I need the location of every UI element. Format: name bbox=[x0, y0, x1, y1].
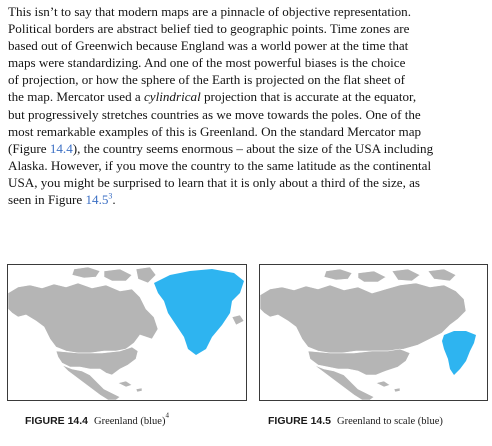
footnote-marker[interactable]: 3 bbox=[108, 191, 113, 201]
figure-mercator-map bbox=[7, 264, 247, 401]
arctic-islands bbox=[324, 269, 456, 282]
paragraph-line: but progressively stretches countries as we move towards the poles. One of the bbox=[8, 106, 421, 122]
caribbean-islands bbox=[376, 381, 400, 392]
paragraph-text: . bbox=[112, 192, 116, 208]
paragraph-line: This isn’t to say that modern maps are a pinnacle of objective representation. bbox=[8, 4, 411, 19]
paragraph-text: (Figure bbox=[8, 140, 50, 156]
body-paragraph bbox=[8, 3, 486, 208]
arctic-islands bbox=[72, 267, 156, 283]
paragraph-line: Political borders are abstract belief tied to geographic points. Time zones are bbox=[8, 21, 410, 37]
paragraph-line: Alaska. However, if you move the country to the same latitude as the continental bbox=[8, 157, 432, 173]
paragraph-line: based out of Greenwich because England was a world power at the time that bbox=[8, 38, 409, 54]
paragraph-line bbox=[8, 191, 486, 208]
paragraph-line bbox=[8, 140, 486, 157]
paragraph-line bbox=[8, 88, 486, 105]
figure-reference-link[interactable]: 14.5 bbox=[85, 192, 109, 208]
paragraph-line: maps were standardizing. And one of the most powerful biases is the choice bbox=[8, 55, 406, 71]
paragraph-text: ), the country seems enormous – about the size of the USA including bbox=[72, 140, 434, 156]
figure-caption-text: Greenland (blue) bbox=[94, 416, 166, 427]
north-america-landmass bbox=[8, 267, 158, 400]
paragraph-line: most remarkable examples of this is Greenland. On the standard Mercator map bbox=[8, 123, 422, 139]
figure-label: FIGURE 14.5 bbox=[268, 415, 332, 427]
footnote-marker[interactable]: 4 bbox=[165, 411, 169, 420]
figure-label: FIGURE 14.4 bbox=[25, 415, 89, 427]
paragraph-text: projection that is accurate at the equator, bbox=[200, 89, 417, 105]
scale-map-image bbox=[260, 265, 487, 400]
figure-caption bbox=[268, 411, 443, 429]
figure-greenland-to-scale bbox=[259, 264, 488, 401]
north-america-landmass bbox=[260, 269, 466, 400]
iceland-shape bbox=[232, 315, 244, 325]
figure-caption bbox=[25, 411, 169, 429]
greenland-shape bbox=[154, 269, 244, 355]
paragraph-line: USA, you might be surprised to learn that it is only about a third of the size, as bbox=[8, 174, 421, 190]
figure-caption-text: Greenland to scale (blue) bbox=[337, 416, 443, 427]
figure-reference-link[interactable]: 14.4 bbox=[49, 140, 73, 156]
alaska-and-canada-landmass bbox=[260, 283, 466, 353]
emphasis-text: cylindrical bbox=[143, 89, 201, 105]
caribbean-islands bbox=[118, 381, 142, 392]
paragraph-line: of projection, or how the sphere of the Earth is projected on the flat sheet of bbox=[8, 72, 406, 88]
paragraph-text: the map. Mercator used a bbox=[8, 89, 144, 105]
mercator-map-image bbox=[8, 265, 246, 400]
paragraph-text: seen in Figure bbox=[8, 192, 86, 208]
alaska-and-canada-landmass bbox=[8, 283, 158, 353]
greenland-shape bbox=[442, 331, 476, 375]
